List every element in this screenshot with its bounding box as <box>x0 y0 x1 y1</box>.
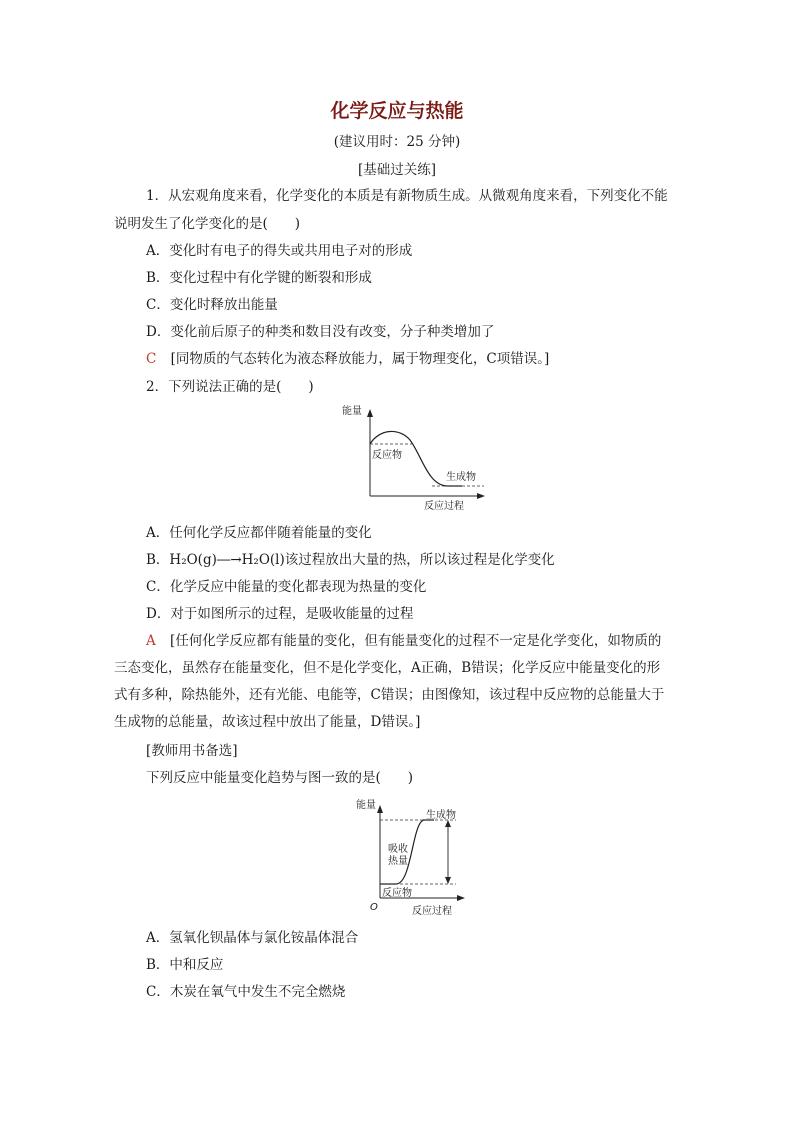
q2-option-d: D．对于如图所示的过程，是吸收能量的过程 <box>146 606 414 622</box>
teacher-stem: 下列反应中能量变化趋势与图一致的是( ) <box>146 770 414 786</box>
q1-answer-row <box>146 349 549 369</box>
teacher-x-label: 反应过程 <box>412 906 452 917</box>
q2-y-label: 能量 <box>342 406 362 417</box>
teacher-gap-arrow-down <box>445 877 451 884</box>
q2-x-label: 反应过程 <box>424 501 464 512</box>
teacher-option-c: C．木炭在氧气中发生不完全燃烧 <box>146 984 346 1000</box>
q1-option-a: A．变化时有电子的得失或共用电子对的形成 <box>146 243 413 259</box>
q2-x-axis-arrow <box>477 493 485 499</box>
teacher-reactant-label: 反应物 <box>382 888 412 899</box>
q1-option-d: D．变化前后原子的种类和数目没有改变，分子种类增加了 <box>146 324 495 340</box>
teacher-y-label: 能量 <box>356 800 376 811</box>
page-title: 化学反应与热能 <box>330 100 464 122</box>
q2-answer-row <box>146 631 661 651</box>
q2-explanation-line3: 式有多种，除热能外，还有光能、电能等，C错误；由图像知，该过程中反应物的总能量大于 <box>114 687 665 703</box>
q2-option-b: B．H₂O(g)―→H₂O(l)该过程放出大量的热，所以该过程是化学变化 <box>146 552 555 568</box>
teacher-y-axis-arrow <box>377 805 383 813</box>
teacher-header: [教师用书备选] <box>146 743 238 759</box>
q2-answer: A <box>146 633 156 649</box>
q2-product-label: 生成物 <box>446 472 476 483</box>
q1-option-b: B．变化过程中有化学键的断裂和形成 <box>146 270 372 286</box>
q2-stem: 2．下列说法正确的是( ) <box>146 379 314 395</box>
teacher-energy-diagram <box>352 792 472 922</box>
teacher-option-b: B．中和反应 <box>146 957 224 973</box>
q1-stem-line2: 说明发生了化学变化的是( ) <box>114 216 301 232</box>
q1-answer: C <box>146 351 157 367</box>
teacher-product-label: 生成物 <box>426 810 456 821</box>
q1-explanation: [同物质的气态转化为液态释放能力，属于物理变化，C项错误。] <box>170 351 550 367</box>
q2-reactant-label: 反应物 <box>372 450 402 461</box>
q1-option-c: C．变化时释放出能量 <box>146 297 278 313</box>
q1-stem-line1: 1．从宏观角度来看，化学变化的本质是有新物质生成。从微观角度来看，下列变化不能 <box>146 188 668 204</box>
teacher-origin-label: O <box>370 902 378 913</box>
q2-option-c: C．化学反应中能量的变化都表现为热量的变化 <box>146 579 427 595</box>
teacher-absorb-label-2: 热量 <box>388 856 408 867</box>
teacher-absorb-label-1: 吸收 <box>388 844 408 855</box>
q2-explanation-line4: 生成物的总能量，故该过程中放出了能量，D错误。] <box>114 714 421 730</box>
teacher-option-a: A．氢氧化钡晶体与氯化铵晶体混合 <box>146 930 359 946</box>
section-header: [基础过关练] <box>357 162 437 178</box>
time-hint: (建议用时：25 分钟) <box>333 134 461 150</box>
teacher-x-axis-arrow <box>457 895 465 901</box>
q2-explanation-line1: [任何化学反应都有能量的变化，但有能量变化的过程不一定是化学变化，如物质的 <box>170 633 662 649</box>
q2-y-axis-arrow <box>367 409 373 417</box>
q2-energy-diagram <box>336 400 496 516</box>
teacher-gap-arrow-up <box>445 820 451 827</box>
q2-explanation-line2: 三态变化，虽然存在能量变化，但不是化学变化，A正确，B错误；化学反应中能量变化的形 <box>114 660 661 676</box>
q2-option-a: A．任何化学反应都伴随着能量的变化 <box>146 525 372 541</box>
